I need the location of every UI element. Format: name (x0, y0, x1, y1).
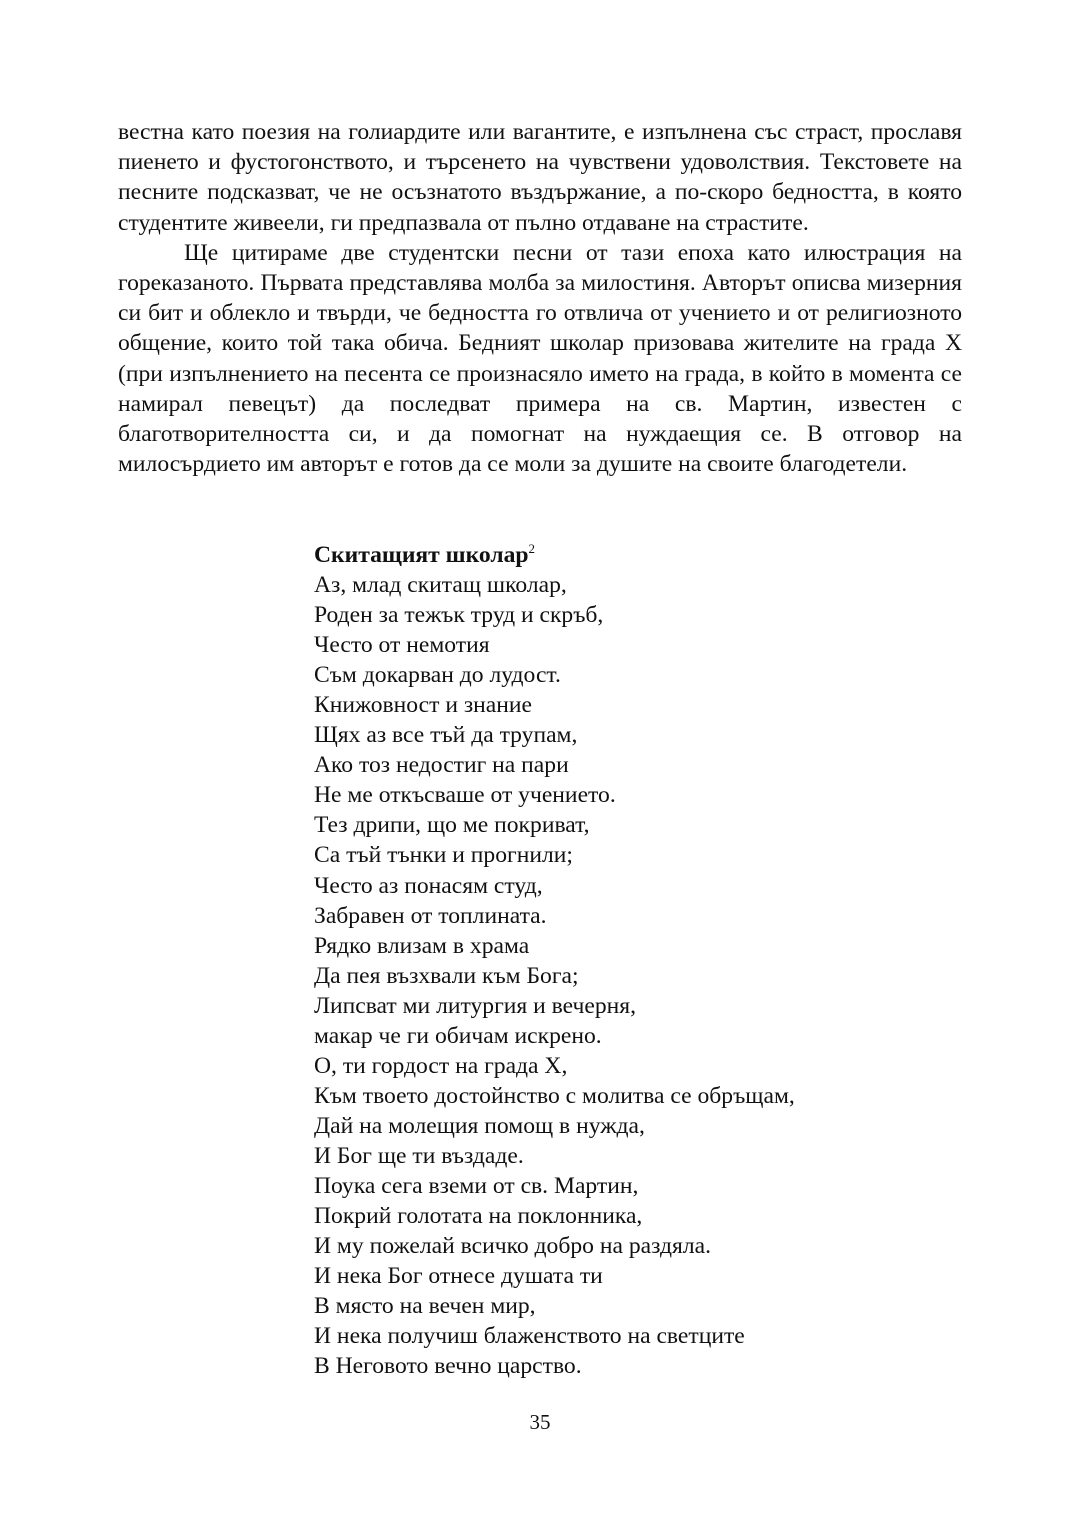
poem-line: Дай на молещия помощ в нужда, (314, 1112, 645, 1139)
poem-line: Не ме откъсваше от учението. (314, 782, 616, 809)
poem-line: И нека получиш блаженството на светците (314, 1323, 745, 1350)
poem-line: Липсват ми литургия и вечерня, (314, 992, 637, 1019)
page-number: 35 (529, 1410, 551, 1434)
poem-line: И нека Бог отнесе душата ти (314, 1263, 603, 1290)
poem-line: Ако тоз недостиг на пари (314, 752, 569, 779)
poem-line: Тез дрипи, що ме покриват, (314, 812, 590, 839)
poem-line: Книжовност и знание (314, 692, 533, 719)
poem-line: Аз, млад скитащ школар, (314, 572, 567, 599)
poem-title (314, 540, 1014, 570)
footnote-reference: 2 (528, 541, 536, 556)
poem-line: Рядко влизам в храма (314, 932, 530, 959)
poem-line: Съм докарван до лудост. (314, 662, 561, 689)
poem-title-text: Скитащият школар (314, 542, 529, 568)
poem (314, 540, 1014, 1381)
poem-line: Покрий голотата на поклонника, (314, 1203, 643, 1230)
poem-line: Са тъй тънки и прогнили; (314, 842, 573, 869)
paragraph-continued: вестна като поезия на голиардите или вагантите, е изпълнена със страст, прославя пиенето и фустогонството, и търсенето на чувствени удоволствия. Текстовете на песните подсказват, че не осъзнатото въздържание, а по-скоро бедността, в която студентите живеели, ги предпазвала от пълно отдаване на страстите. (118, 119, 962, 236)
poem-line: О, ти гордост на града Х, (314, 1052, 568, 1079)
poem-line: макар че ги обичам искрено. (314, 1022, 602, 1049)
paragraph-intro-songs: Ще цитираме две студентски песни от тази епоха като илюстрация на гореказаното. Първата представлява молба за милостиня. Авторът описва мизерния си бит и облекло и твърди, че бедността го отвлича от учението и от религиозното общение, които той така обича. Бедният школар призовава жителите на града Х (при изпълнението на песента се произнасяло името на града, в който в момента се намирал певецът) да последват примера на св. Мартин, известен с благотворителността си, и да помогнат на нуждаещия се. В отговор на милосърдието им авторът е готов да се моли за душите на своите благодетели. (118, 239, 962, 478)
poem-line: Поука сега вземи от св. Мартин, (314, 1172, 639, 1199)
poem-line: Забравен от топлината. (314, 902, 547, 929)
poem-line: И му пожелай всичко добро на раздяла. (314, 1233, 712, 1260)
poem-line: В Неговото вечно царство. (314, 1353, 582, 1380)
prose-section (118, 117, 962, 479)
poem-line: Роден за тежък труд и скръб, (314, 602, 604, 629)
poem-line: В място на вечен мир, (314, 1293, 536, 1320)
poem-line: Щях аз все тъй да трупам, (314, 722, 578, 749)
poem-line: И Бог ще ти въздаде. (314, 1142, 524, 1169)
poem-line: Да пея възхвали към Бога; (314, 962, 579, 989)
poem-line: Често аз понасям студ, (314, 872, 543, 899)
poem-line: Често от немотия (314, 632, 490, 659)
poem-line: Към твоето достойнство с молитва се обръщам, (314, 1082, 795, 1109)
